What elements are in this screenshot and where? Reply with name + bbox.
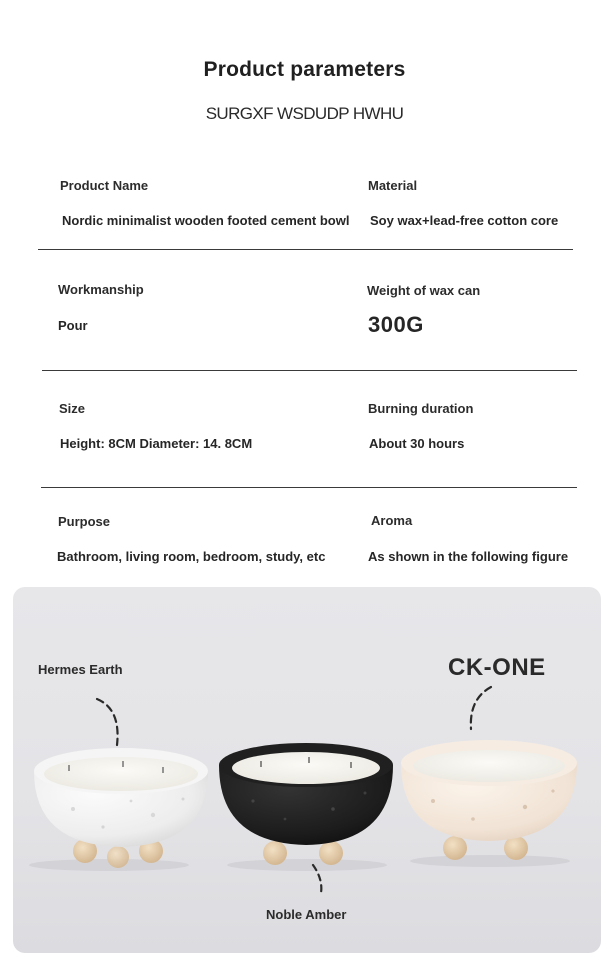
weight-value: 300G [368, 312, 424, 337]
scent-label-ck-one: CK-ONE [448, 654, 546, 681]
burning-duration-label: Burning duration [368, 401, 474, 416]
callout-line-right [471, 687, 491, 729]
weight-label: Weight of wax can [367, 283, 481, 298]
burning-duration-value: About 30 hours [369, 436, 465, 451]
workmanship-value: Pour [58, 318, 88, 333]
material-label: Material [368, 178, 418, 193]
scent-label-hermes-earth: Hermes Earth [38, 662, 123, 677]
cream-bowl-icon [401, 740, 577, 860]
purpose-value: Bathroom, living room, bedroom, study, etc [57, 549, 326, 564]
product-photo [13, 587, 601, 953]
callout-line-left [97, 699, 118, 745]
page-subtitle: SURGXF WSDUDP HWHU [205, 104, 404, 123]
size-label: Size [59, 401, 86, 416]
aroma-label: Aroma [371, 513, 413, 528]
white-bowl-icon [34, 748, 208, 868]
product-name-label: Product Name [60, 178, 149, 193]
candle-bowls-illustration [13, 587, 601, 953]
purpose-label: Purpose [58, 514, 111, 529]
material-value: Soy wax+lead-free cotton core [370, 213, 559, 228]
row-divider [42, 370, 577, 371]
size-value: Height: 8CM Diameter: 14. 8CM [60, 436, 253, 451]
page-title: Product parameters [203, 58, 406, 81]
row-divider [41, 487, 577, 488]
product-name-value: Nordic minimalist wooden footed cement bowl [62, 213, 350, 228]
row-divider [38, 249, 573, 250]
scent-label-noble-amber: Noble Amber [266, 907, 347, 922]
black-bowl-icon [219, 743, 393, 865]
aroma-value: As shown in the following figure [368, 549, 569, 564]
workmanship-label: Workmanship [58, 282, 144, 297]
